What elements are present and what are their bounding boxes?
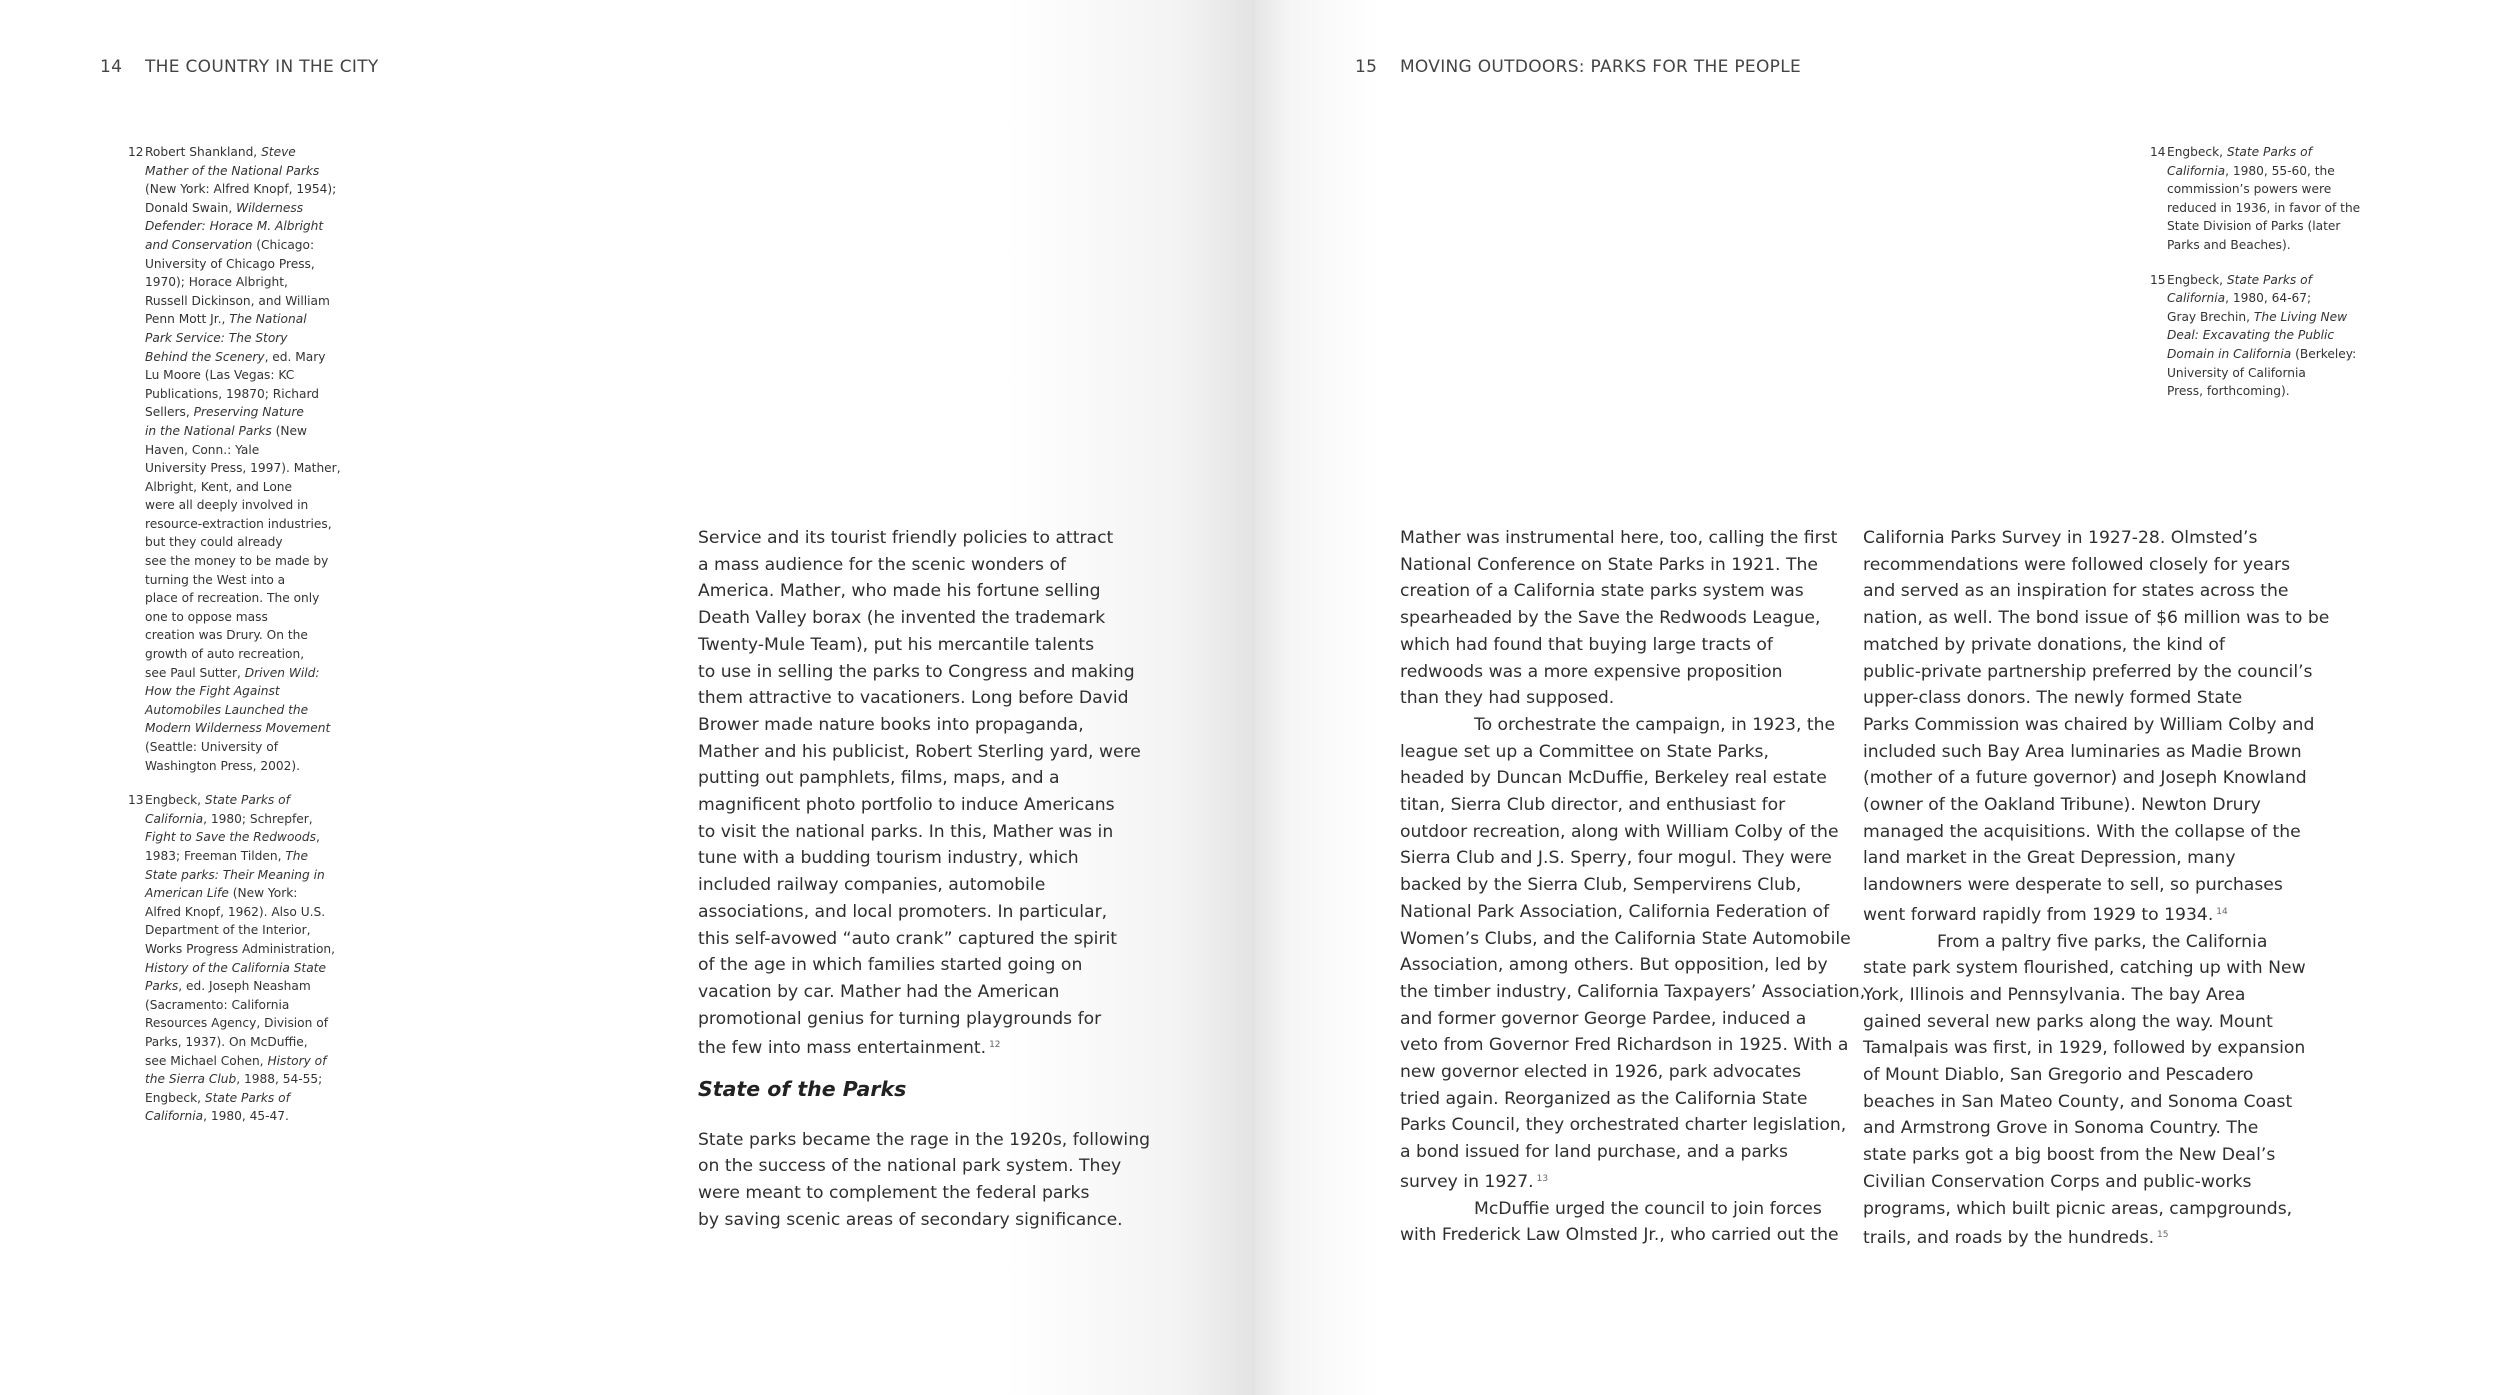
text-line: America. Mather, who made his fortune selling <box>698 581 1101 602</box>
footnote <box>128 143 368 775</box>
text-line: Mather and his publicist, Robert Sterling yard, were <box>698 741 1141 762</box>
text-line: redwoods was a more expensive proposition <box>1400 661 1783 682</box>
footnote <box>2150 143 2370 255</box>
footnote-line: place of recreation. The only <box>145 591 320 606</box>
text-line: From a paltry five parks, the California <box>1937 931 2268 952</box>
text-line: were meant to complement the federal parks <box>698 1183 1090 1204</box>
text-line: land market in the Great Depression, many <box>1863 848 2236 869</box>
text-line: (owner of the Oakland Tribune). Newton Drury <box>1863 795 2261 816</box>
footnote-line: in the National Parks (New <box>145 423 307 438</box>
text-line: to use in selling the parks to Congress and making <box>698 661 1135 682</box>
footnote-line: Engbeck, State Parks of <box>2167 145 2312 159</box>
text-line: beaches in San Mateo County, and Sonoma Coast <box>1863 1091 2293 1112</box>
text-line: Parks Council, they orchestrated charter legislation, <box>1400 1115 1847 1136</box>
text-line: went forward rapidly from 1929 to 1934. $^{14}$ <box>1863 904 2228 925</box>
footnote-line: State Division of Parks (later <box>2167 219 2341 234</box>
footnote-line: the Sierra Club, 1988, 54-55; <box>145 1072 323 1087</box>
footnote-line: University of Chicago Press, <box>145 256 315 271</box>
text-line: by saving scenic areas of secondary significance. <box>698 1209 1123 1230</box>
footnote-number: 12 <box>128 145 144 159</box>
text-line: managed the acquisitions. With the collapse of the <box>1863 821 2301 842</box>
text-line: state parks got a big boost from the New Deal’s <box>1863 1145 2276 1166</box>
footnote-line: Parks, 1937). On McDuffie, <box>145 1034 308 1049</box>
text-line: Brower made nature books into propaganda, <box>698 714 1084 735</box>
text-line: McDuffie urged the council to join forces <box>1474 1198 1822 1219</box>
text-line: the few into mass entertainment. $^{12}$ <box>698 1038 1001 1059</box>
footnote-line: Works Progress Administration, <box>145 941 336 956</box>
footnote <box>2150 271 2370 401</box>
footnote-line: Modern Wilderness Movement <box>145 721 331 736</box>
text-line: and served as an inspiration for states across the <box>1863 581 2289 602</box>
text-line: league set up a Committee on State Parks, <box>1400 741 1769 762</box>
right-page <box>1255 0 2500 1395</box>
text-line: Tamalpais was first, in 1929, followed by expansion <box>1863 1038 2306 1059</box>
text-line: tried again. Reorganized as the California State <box>1400 1088 1808 1109</box>
right-col1-paragraph-2 <box>1400 712 1866 1196</box>
footnote-number: 14 <box>2150 145 2166 159</box>
text-line: of Mount Diablo, San Gregorio and Pescadero <box>1863 1065 2254 1086</box>
left-page-number: 14 <box>100 57 123 77</box>
footnote-number: 13 <box>128 793 144 808</box>
footnote-line: Behind the Scenery, ed. Mary <box>145 349 326 364</box>
text-line: included such Bay Area luminaries as Madie Brown <box>1863 741 2302 762</box>
footnote-line: Gray Brechin, The Living New <box>2167 309 2348 324</box>
right-col2-paragraph-1 <box>1863 525 2333 929</box>
text-line: of the age in which families started going on <box>698 955 1083 976</box>
text-line: California Parks Survey in 1927-28. Olmsted’s <box>1863 528 2258 548</box>
text-line: a mass audience for the scenic wonders of <box>698 554 1067 575</box>
right-running-head <box>1355 57 1801 77</box>
footnote-line: Park Service: The Story <box>145 330 288 345</box>
footnote-line: Penn Mott Jr., The National <box>145 312 307 327</box>
text-line: Death Valley borax (he invented the trademark <box>698 608 1106 629</box>
footnote-line: California, 1980; Schrepfer, <box>145 811 313 826</box>
footnote-line: commission’s powers were <box>2167 182 2332 197</box>
text-line: recommendations were followed closely for years <box>1863 554 2291 575</box>
text-line: magnificent photo portfolio to induce Americans <box>698 795 1115 816</box>
footnote-line: see Paul Sutter, Driven Wild: <box>145 665 320 680</box>
footnote-line: Haven, Conn.: Yale <box>145 442 260 457</box>
text-line: outdoor recreation, along with William Colby of the <box>1400 821 1839 842</box>
footnote-line: 1970); Horace Albright, <box>145 275 288 290</box>
text-line: a bond issued for land purchase, and a parks <box>1400 1142 1788 1163</box>
note-reference: 15 <box>2157 1230 2169 1241</box>
footnote-line: Publications, 19870; Richard <box>145 386 320 401</box>
text-line: headed by Duncan McDuffie, Berkeley real estate <box>1400 768 1827 789</box>
text-line: Civilian Conservation Corps and public-works <box>1863 1171 2252 1192</box>
footnote-line: Alfred Knopf, 1962). Also U.S. <box>145 904 326 919</box>
footnote-line: Lu Moore (Las Vegas: KC <box>145 368 295 383</box>
text-line: with Frederick Law Olmsted Jr., who carried out the <box>1400 1225 1839 1246</box>
footnote-line: growth of auto recreation, <box>145 647 305 662</box>
right-page-number: 15 <box>1355 57 1378 77</box>
footnote-line: Albright, Kent, and Lone <box>145 479 293 494</box>
text-line: and Armstrong Grove in Sonoma Country. The <box>1863 1118 2259 1139</box>
footnote-line: California, 1980, 64-67; <box>2167 291 2312 306</box>
left-paragraph-2 <box>698 1127 1168 1234</box>
text-line: York, Illinois and Pennsylvania. The bay Area <box>1863 984 2246 1005</box>
footnote-line: Resources Agency, Division of <box>145 1016 328 1031</box>
text-line: tune with a budding tourism industry, which <box>698 848 1079 869</box>
footnote-line: Donald Swain, Wilderness <box>145 200 304 215</box>
text-line: creation of a California state parks system was <box>1400 581 1804 602</box>
text-line: State parks became the rage in the 1920s, following <box>698 1129 1150 1150</box>
text-line: Sierra Club and J.S. Sperry, four mogul. They were <box>1400 848 1832 869</box>
text-line: the timber industry, California Taxpayers’ Association, <box>1400 981 1866 1002</box>
footnote-line: see Michael Cohen, History of <box>145 1053 327 1068</box>
footnote-line: Robert Shankland, Steve <box>145 145 296 159</box>
footnote-number: 15 <box>2150 272 2166 287</box>
text-line: (mother of a future governor) and Joseph Knowland <box>1863 768 2307 789</box>
footnote-line: Engbeck, State Parks of <box>145 793 290 808</box>
text-line: Women’s Clubs, and the California State Automobile <box>1400 928 1851 949</box>
footnote-line: and Conservation (Chicago: <box>145 237 315 252</box>
text-line: state park system flourished, catching up with New <box>1863 958 2306 979</box>
text-line: associations, and local promoters. In particular, <box>698 901 1108 922</box>
text-line: To orchestrate the campaign, in 1923, the <box>1474 714 1836 735</box>
text-line: promotional genius for turning playgrounds for <box>698 1008 1102 1029</box>
text-line: to visit the national parks. In this, Mather was in <box>698 821 1114 842</box>
text-line: survey in 1927. $^{13}$ <box>1400 1171 1549 1192</box>
footnote-line: Mather of the National Parks <box>145 163 320 178</box>
footnote-line: (New York: Alfred Knopf, 1954); <box>145 182 337 197</box>
text-line: National Conference on State Parks in 1921. The <box>1400 554 1818 575</box>
text-line: them attractive to vacationers. Long before David <box>698 688 1129 709</box>
footnote-line: Press, forthcoming). <box>2167 384 2290 399</box>
text-line: and former governor George Pardee, induced a <box>1400 1008 1807 1029</box>
footnote-line: Sellers, Preserving Nature <box>145 405 304 420</box>
footnote-line: Fight to Save the Redwoods, <box>145 830 320 845</box>
footnote-line: but they could already <box>145 535 283 550</box>
text-line: nation, as well. The bond issue of $6 million was to be <box>1863 608 2330 629</box>
footnote-line: Engbeck, State Parks of <box>145 1090 290 1105</box>
footnote-line: How the Fight Against <box>145 684 280 699</box>
text-line: veto from Governor Fred Richardson in 1925. With a <box>1400 1035 1849 1056</box>
text-line: included railway companies, automobile <box>698 875 1046 896</box>
text-line: Parks Commission was chaired by William Colby and <box>1863 714 2315 735</box>
footnote-line: (Seattle: University of <box>145 740 278 754</box>
footnote-line: Engbeck, State Parks of <box>2167 272 2312 287</box>
footnote-line: 1983; Freeman Tilden, The <box>145 848 309 863</box>
left-body-column <box>698 525 1168 1234</box>
footnote-line: Washington Press, 2002). <box>145 758 300 773</box>
right-sidenotes <box>2150 143 2370 401</box>
note-reference: 13 <box>1536 1173 1549 1184</box>
footnote-line: turning the West into a <box>145 572 286 587</box>
footnote-line: Department of the Interior, <box>145 923 311 938</box>
footnote-line: State parks: Their Meaning in <box>145 867 325 882</box>
right-column-2 <box>1863 525 2333 1252</box>
right-col1-paragraph-3 <box>1400 1196 1840 1249</box>
footnote-line: Automobiles Launched the <box>145 702 309 717</box>
text-line: upper-class donors. The newly formed State <box>1863 688 2243 709</box>
text-line: gained several new parks along the way. Mount <box>1863 1011 2273 1032</box>
right-col1-paragraph-1 <box>1400 525 1840 712</box>
footnote-line: see the money to be made by <box>145 554 329 569</box>
text-line: landowners were desperate to sell, so purchases <box>1863 875 2283 896</box>
footnote-line: resource-extraction industries, <box>145 516 332 531</box>
left-sidenotes <box>128 143 368 1126</box>
note-reference: 12 <box>989 1040 1001 1051</box>
text-line: than they had supposed. <box>1400 688 1615 709</box>
text-line: Service and its tourist friendly policies to attract <box>698 528 1114 548</box>
footnote-line: Defender: Horace M. Albright <box>145 219 324 234</box>
text-line: National Park Association, California Federation of <box>1400 901 1830 922</box>
text-line: this self-avowed “auto crank” captured the spirit <box>698 928 1118 949</box>
left-paragraph-1 <box>698 525 1168 1062</box>
footnote-line: University of California <box>2167 365 2306 380</box>
text-line: on the success of the national park system. They <box>698 1156 1122 1177</box>
footnote <box>128 791 368 1126</box>
footnote-line: Parks, ed. Joseph Neasham <box>145 979 311 994</box>
footnote-line: Deal: Excavating the Public <box>2167 328 2335 343</box>
footnote-line: Domain in California (Berkeley: <box>2167 346 2357 361</box>
text-line: backed by the Sierra Club, Sempervirens Club, <box>1400 875 1802 896</box>
text-line: Mather was instrumental here, too, calling the first <box>1400 528 1838 548</box>
text-line: new governor elected in 1926, park advocates <box>1400 1062 1802 1083</box>
text-line: spearheaded by the Save the Redwoods League, <box>1400 608 1821 629</box>
text-line: public-private partnership preferred by the council’s <box>1863 661 2313 682</box>
footnote-line: University Press, 1997). Mather, <box>145 461 341 476</box>
note-reference: 14 <box>2216 906 2228 917</box>
text-line: matched by private donations, the kind of <box>1863 634 2225 655</box>
footnote-line: California, 1980, 45-47. <box>145 1109 289 1124</box>
right-col2-paragraph-2 <box>1863 929 2333 1252</box>
text-line: Twenty-Mule Team), put his mercantile talents <box>698 634 1095 655</box>
footnote-line: (Sacramento: California <box>145 997 290 1012</box>
text-line: which had found that buying large tracts of <box>1400 634 1773 655</box>
footnote-line: one to oppose mass <box>145 609 268 624</box>
footnote-line: were all deeply involved in <box>145 498 309 513</box>
footnote-line: reduced in 1936, in favor of the <box>2167 200 2361 215</box>
right-running-head-title: MOVING OUTDOORS: PARKS FOR THE PEOPLE <box>1399 57 1802 77</box>
footnote-line: California, 1980, 55-60, the <box>2167 163 2335 178</box>
text-line: vacation by car. Mather had the American <box>698 981 1060 1002</box>
section-heading: State of the Parks <box>698 1077 907 1102</box>
left-running-head-title: THE COUNTRY IN THE CITY <box>144 57 379 77</box>
footnote-line: History of the California State <box>145 960 326 975</box>
footnote-line: Russell Dickinson, and William <box>145 293 330 308</box>
text-line: putting out pamphlets, films, maps, and a <box>698 768 1060 789</box>
left-running-head <box>100 57 379 77</box>
text-line: trails, and roads by the hundreds. $^{15}$ <box>1863 1228 2169 1249</box>
text-line: titan, Sierra Club director, and enthusiast for <box>1400 795 1786 816</box>
text-line: Association, among others. But opposition, led by <box>1400 955 1828 976</box>
right-column-1 <box>1400 525 1866 1249</box>
footnote-line: creation was Drury. On the <box>145 628 308 643</box>
footnote-line: Parks and Beaches). <box>2167 237 2291 252</box>
text-line: programs, which built picnic areas, campgrounds, <box>1863 1198 2293 1219</box>
footnote-line: American Life (New York: <box>145 886 298 901</box>
